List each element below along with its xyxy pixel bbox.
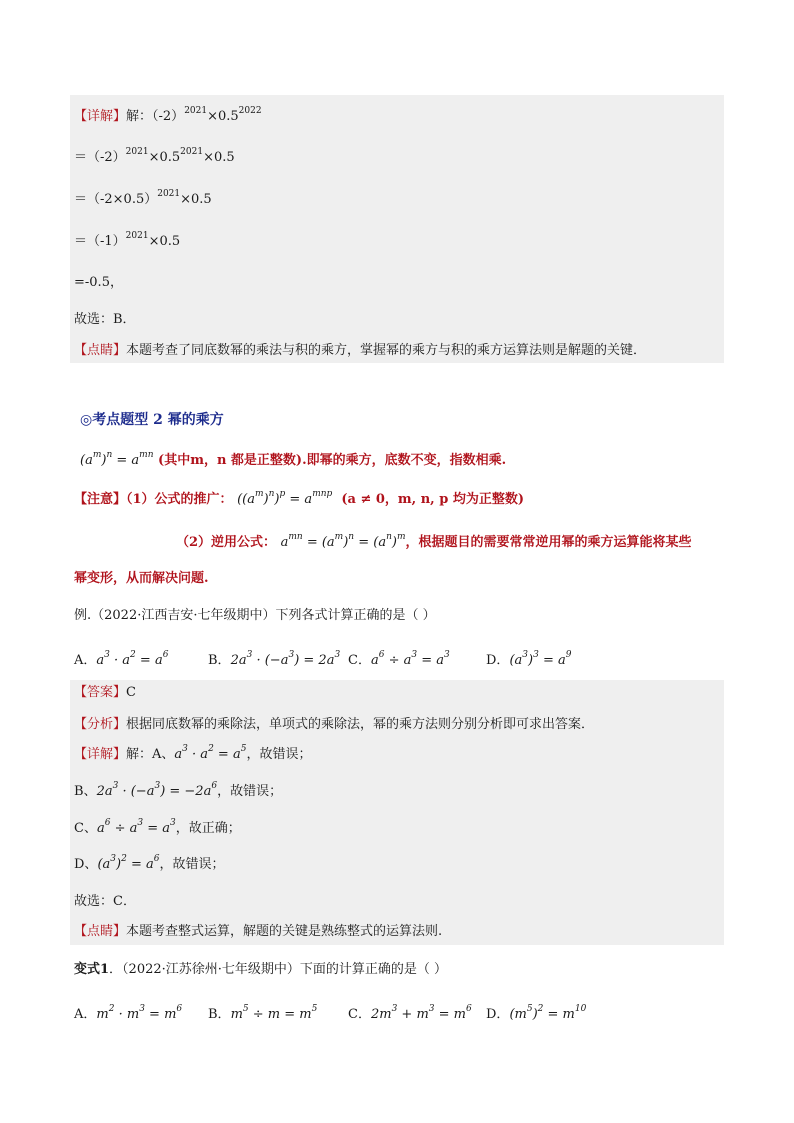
variant-option-a: A．$m^2 \cdot m^3 = m^6$	[74, 1004, 183, 1022]
note-generalization: 【注意】（1）公式的推广： $((a^m)^n)^p = a^{mnp}$ (a ≠ 0，m, n, p 均为正整数)	[74, 489, 524, 507]
example-detail-a: 【详解】解：A、$a^3 \cdot a^2 = a^5$，故错误；	[74, 744, 312, 762]
solution-choose: 故选：B．	[74, 312, 136, 327]
note-inverse: （2）逆用公式： $a^{mn} = (a^m)^n = (a^n)^m$，根据题目的需要常常逆用幂的乘方运算能将某些	[176, 532, 692, 550]
example-answer: 【答案】C	[74, 685, 136, 700]
example-option-c: C．$a^6 \div a^3 = a^3$	[348, 650, 450, 668]
solution-step-4: $=(-1)^{2021}\times 0.5$	[74, 231, 181, 249]
example-comment: 【点睛】本题考查整式运算，解题的关键是熟练整式的运算法则.	[74, 924, 443, 939]
variant-option-c: C．$2m^3 + m^3 = m^6$	[348, 1004, 472, 1022]
detail-tag: 【详解】	[74, 109, 127, 124]
solution-step-5: =-0.5，	[74, 275, 123, 290]
solution-step-3: $=(-2\times 0.5)^{2021}\times 0.5$	[74, 189, 212, 207]
solution-step-2: $=(-2)^{2021}\times 0.5^{2021}\times 0.5$	[74, 147, 235, 165]
example-detail-c: C、$a^6 \div a^3 = a^3$，故正确；	[74, 818, 241, 836]
example-detail-b: B、$2a^3 \cdot (-a^3) = -2a^6$，故错误；	[74, 781, 283, 799]
example-option-b: B．$2a^3 \cdot (-a^3) = 2a^3$	[208, 650, 341, 668]
variant-question: 变式1．（2022·江苏徐州·七年级期中）下面的计算正确的是（ ）	[74, 962, 448, 977]
example-question: 例.（2022·江西吉安·七年级期中）下列各式计算正确的是（ ）	[74, 608, 436, 623]
example-analysis: 【分析】根据同底数幂的乘除法，单项式的乘除法，幂的乘方法则分别分析即可求出答案．	[74, 717, 595, 732]
solution-comment: 【点睛】本题考查了同底数幂的乘法与积的乘方，掌握幂的乘方与积的乘方运算法则是解题的关键．	[74, 343, 647, 358]
example-option-d: D．$(a^3)^3 = a^9$	[486, 650, 572, 668]
example-choose: 故选：C．	[74, 894, 136, 909]
solution-detail-line: 【详解】解：$(-2)^{2021}\times 0.5^{2022}$	[74, 106, 262, 124]
section-title: ◎考点题型 2 幂的乘方	[80, 412, 224, 428]
solution-block	[70, 95, 724, 363]
variant-option-d: D．$(m^5)^2 = m^{10}$	[486, 1004, 587, 1022]
example-detail-d: D、$(a^3)^2 = a^6$，故错误；	[74, 854, 225, 872]
example-option-a: A．$a^3 \cdot a^2 = a^6$	[74, 650, 169, 668]
note-inverse-cont: 幂变形，从而解决问题.	[74, 571, 209, 586]
power-rule: $(a^m)^n = a^{mn}$ (其中m，n 都是正整数).即幂的乘方，底数不变，指数相乘.	[80, 450, 507, 468]
variant-option-b: B．$m^5 \div m = m^5$	[208, 1004, 318, 1022]
